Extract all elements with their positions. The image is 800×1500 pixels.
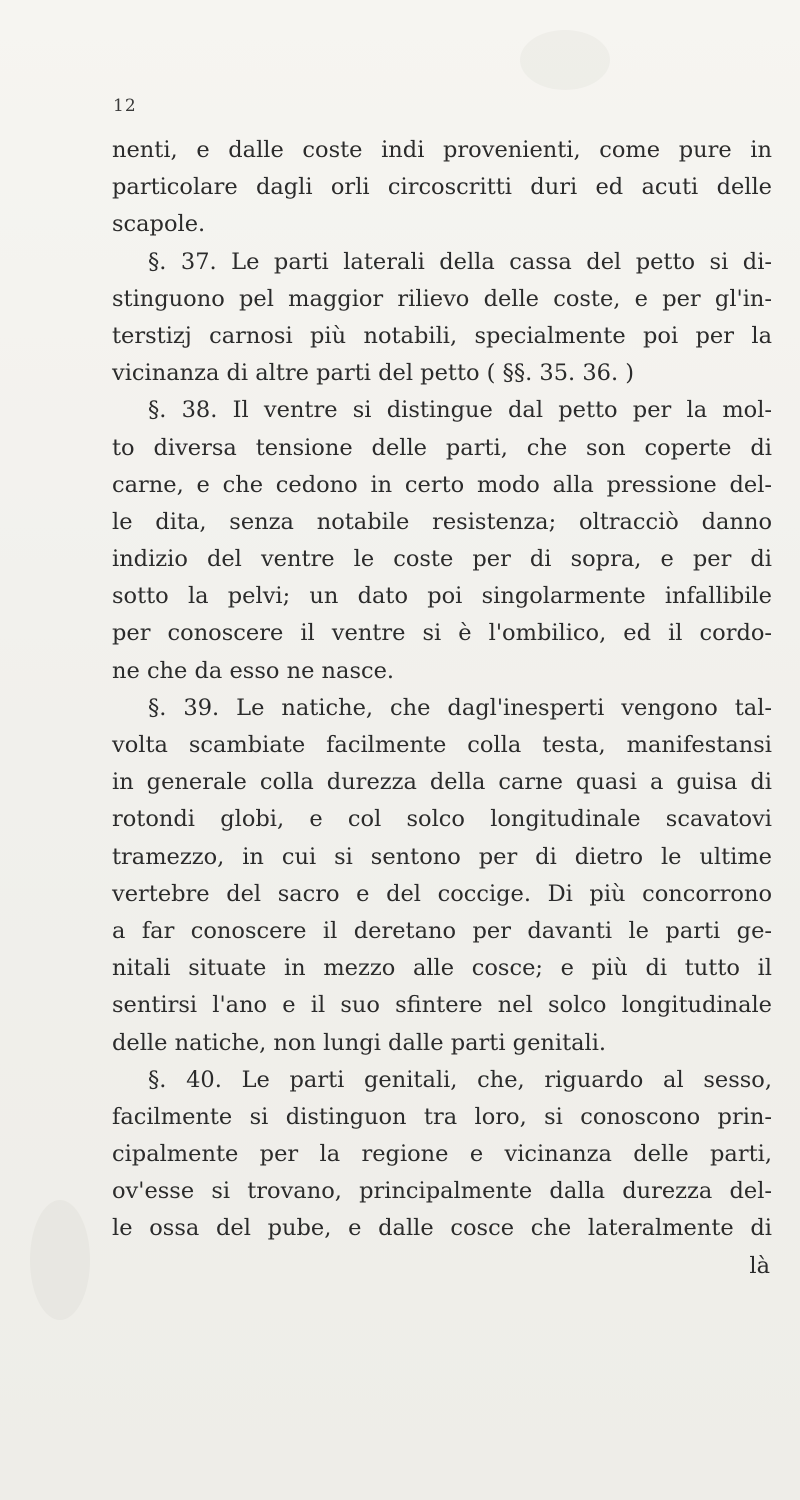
text-line: le ossa del pube, e dalle cosce che lateralmente di xyxy=(112,1215,772,1242)
text-line: nitali situate in mezzo alle cosce; e più di tutto il xyxy=(112,955,772,982)
page-number: 12 xyxy=(113,96,137,116)
text-line: facilmente si distinguon tra loro, si conoscono prin- xyxy=(112,1103,772,1130)
paper-stain xyxy=(520,30,610,90)
text-line: a far conoscere il deretano per davanti le parti ge- xyxy=(112,917,772,944)
text-line: carne, e che cedono in certo modo alla pressione del- xyxy=(112,471,772,498)
text-line: in generale colla durezza della carne quasi a guisa di xyxy=(112,769,772,796)
text-line: tramezzo, in cui si sentono per di dietro le ultime xyxy=(112,843,772,870)
paragraph-start-line: §. 37. Le parti laterali della cassa del petto si di- xyxy=(148,248,772,275)
text-line: sentirsi l'ano e il suo sfintere nel solco longitudinale xyxy=(112,992,772,1019)
text-line: rotondi globi, e col solco longitudinale scavatovi xyxy=(112,806,772,833)
text-line: vicinanza di altre parti del petto ( §§. 35. 36. ) xyxy=(112,360,635,387)
text-line: ov'esse si trovano, principalmente dalla durezza del- xyxy=(112,1178,772,1205)
paragraph-start-line: §. 39. Le natiche, che dagl'inesperti vengono tal- xyxy=(148,694,772,721)
text-line: terstizj carnosi più notabili, specialmente poi per la xyxy=(112,322,772,349)
text-line: vertebre del sacro e del coccige. Di più concorrono xyxy=(112,880,772,907)
paragraph-start-line: §. 40. Le parti genitali, che, riguardo al sesso, xyxy=(148,1066,772,1093)
text-line: le dita, senza notabile resistenza; oltracciò danno xyxy=(112,508,772,535)
catchword: là xyxy=(749,1252,770,1279)
body-text xyxy=(112,132,772,1285)
text-line: sotto la pelvi; un dato poi singolarmente infallibile xyxy=(112,583,772,610)
paragraph-start-line: §. 38. Il ventre si distingue dal petto per la mol- xyxy=(148,397,772,424)
text-line: ne che da esso ne nasce. xyxy=(112,657,395,684)
text-line: per conoscere il ventre si è l'ombilico, ed il cordo- xyxy=(112,620,772,647)
paper-stain xyxy=(30,1200,90,1320)
text-line: particolare dagli orli circoscritti duri ed acuti delle xyxy=(112,174,772,201)
text-line: volta scambiate facilmente colla testa, manifestansi xyxy=(112,732,772,758)
text-line: delle natiche, non lungi dalle parti genitali. xyxy=(112,1029,607,1056)
text-line: to diversa tensione delle parti, che son coperte di xyxy=(112,434,772,461)
text-line: stinguono pel maggior rilievo delle coste, e per gl'in- xyxy=(112,285,772,312)
text-line: scapole. xyxy=(112,211,206,238)
text-line: indizio del ventre le coste per di sopra, e per di xyxy=(112,546,772,573)
text-line: cipalmente per la regione e vicinanza delle parti, xyxy=(112,1141,772,1168)
text-line: nenti, e dalle coste indi provenienti, come pure in xyxy=(112,137,772,163)
